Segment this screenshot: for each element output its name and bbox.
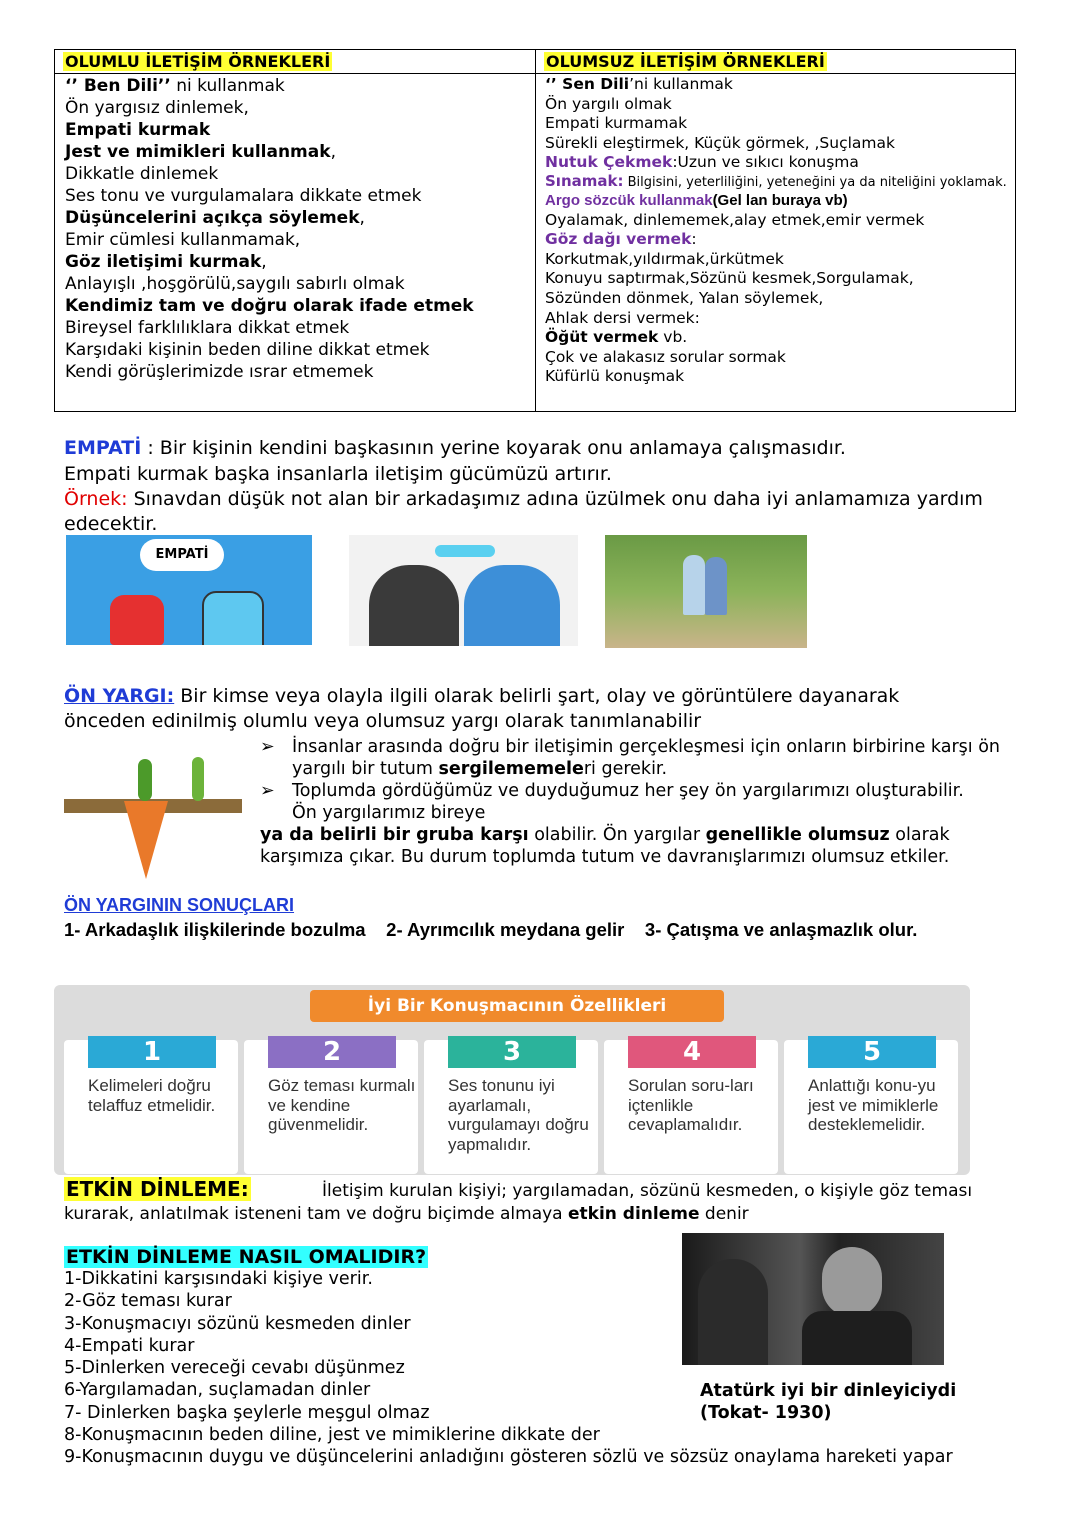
bullet-item: ➢ İnsanlar arasında doğru bir iletişimin gerçekleşmesi için onların birbirine karşı ön yargılı bir tutum sergilememeleri gerekir. xyxy=(260,737,1000,779)
empati-line2: Empati kurmak başka insanlarla iletişim gücümüzü artırır. xyxy=(64,463,612,485)
card-text: Göz teması kurmalı ve kendine güvenmelidir. xyxy=(268,1076,416,1134)
boy-right-icon xyxy=(705,557,727,615)
negative-list xyxy=(545,75,1007,387)
card-text: Ses tonunu iyi ayarlamalı, vurgulamayı doğru yapmalıdır. xyxy=(448,1076,589,1154)
list-item: Korkutmak,yıldırmak,ürkütmek xyxy=(545,249,784,268)
list-item: 7- Dinlerken başka şeylerle meşgul olmaz xyxy=(64,1402,430,1423)
list-item: Kendi görüşlerimizde ısrar etmemek xyxy=(65,362,374,382)
list-item: Empati kurmak xyxy=(65,120,211,140)
list-item: Çok ve alakasız sorular sormak xyxy=(545,347,786,366)
list-item: Ön yargısız dinlemek, xyxy=(65,98,249,118)
etkin-term: ETKİN DİNLEME: xyxy=(66,1177,249,1201)
sonuclar-title: ÖN YARGININ SONUÇLARI xyxy=(64,895,295,915)
onyargi-paragraph: ya da belirli bir gruba karşı olabilir. Ön yargılar genellikle olumsuz olarak karşımıza çıkar. Bu durum toplumda tutum ve davranışlarımızı olumsuz etkiler. xyxy=(260,825,950,867)
list-item: Oyalamak, dinlememek,alay etmek,emir vermek xyxy=(545,210,925,229)
negative-header: OLUMSUZ İLETİŞİM ÖRNEKLERİ xyxy=(546,52,825,71)
ataturk-photo xyxy=(682,1233,944,1365)
list-item: Argo sözcük kullanmak(Gel lan buraya vb) xyxy=(545,191,848,209)
list-item: Sözünden dönmek, Yalan söylemek, xyxy=(545,288,824,307)
listener-silhouette-icon xyxy=(698,1259,768,1365)
list-item: Konuyu saptırmak,Sözünü kesmek,Sorgulamak, xyxy=(545,269,914,288)
list-item: Göz iletişimi kurmak, xyxy=(65,252,267,272)
list-item: Ses tonu ve vurgulamalara dikkate etmek xyxy=(65,186,422,206)
list-item: Anlayışlı ,hoşgörülü,saygılı sabırlı olmak xyxy=(65,274,405,294)
blue-character-icon xyxy=(202,591,264,645)
bullet-item: ➢ Toplumda gördüğümüz ve duyduğumuz her şey ön yargılarımızı oluşturabilir. Ön yargılarımız bireye xyxy=(260,781,964,823)
photo-caption: Atatürk iyi bir dinleyiciydi (Tokat- 1930) xyxy=(700,1381,957,1423)
person-blue-icon xyxy=(464,565,560,646)
list-item: 4-Empati kurar xyxy=(64,1335,195,1356)
etkin-text-b: kurarak, anlatılmak isteneni tam ve doğru biçimde almaya etkin dinleme denir xyxy=(64,1204,749,1224)
empati-definition: EMPATİ : Bir kişinin kendini başkasının yerine koyarak onu anlamaya çalışmasıdır. xyxy=(64,437,846,459)
person-dark-icon xyxy=(369,565,459,646)
list-item: Kendimiz tam ve doğru olarak ifade etmek xyxy=(65,296,474,316)
empati-cartoon-image xyxy=(66,535,312,645)
list-item: Göz dağı vermek: xyxy=(545,230,697,249)
card-text: Anlattığı konu-yu jest ve mimiklerle desteklemelidir. xyxy=(808,1076,939,1134)
list-item: Empati kurmamak xyxy=(545,114,688,133)
card-number: 4 xyxy=(628,1036,756,1068)
arrow-bullet-icon: ➢ xyxy=(260,737,275,757)
list-item: 8-Konuşmacının beden diline, jest ve mimiklerine dikkate der xyxy=(64,1425,600,1446)
card-number: 2 xyxy=(268,1036,396,1068)
list-item: Sınamak: Bilgisini, yeterliliğini, yeteneğini ya da niteliğini yoklamak. xyxy=(545,171,1007,190)
red-character-icon xyxy=(110,595,164,645)
list-item: 2-Göz teması kurar xyxy=(64,1291,232,1312)
positive-list xyxy=(65,75,525,383)
coat-icon xyxy=(802,1311,912,1365)
list-item: 6-Yargılamadan, suçlamadan dinler xyxy=(64,1380,371,1401)
onyargi-bullets xyxy=(260,736,1020,868)
list-item: Ahlak dersi vermek: xyxy=(545,308,700,327)
carrot-root-icon xyxy=(124,801,168,879)
list-item: Dikkatle dinlemek xyxy=(65,164,219,184)
list-item: 5-Dinlerken vereceği cevabı düşünmez xyxy=(64,1358,405,1379)
list-item: Nutuk Çekmek:Uzun ve sıkıcı konuşma xyxy=(545,153,859,172)
list-item: ‘’ Ben Dili’’ ni kullanmak xyxy=(65,76,285,96)
onyargi-definition: ÖN YARGI: Bir kimse veya olayla ilgili olarak belirli şart, olay ve görüntülere dayanarak önceden edinilmiş olumlu veya olumsuz yargı olarak tanımlanabilir xyxy=(64,685,900,732)
boy-left-icon xyxy=(683,555,705,615)
card-text: Kelimeleri doğru telaffuz etmelidir. xyxy=(88,1076,216,1115)
card-number: 3 xyxy=(448,1036,576,1068)
list-item: Bireysel farklılıklara dikkat etmek xyxy=(65,318,350,338)
binoculars-icon xyxy=(435,545,495,557)
list-item: Sürekli eleştirmek, Küçük görmek, ,Suçlamak xyxy=(545,133,895,152)
card-number: 1 xyxy=(88,1036,216,1068)
card-text: Sorulan soru-ları içtenlikle cevaplamalıdır. xyxy=(628,1076,754,1134)
list-item: 1-Dikkatini karşısındaki kişiye verir. xyxy=(64,1269,373,1289)
carrot-leaves-icon xyxy=(192,757,204,801)
list-item: Jest ve mimikleri kullanmak, xyxy=(65,142,336,162)
list-item: 3-Konuşmacıyı sözünü kesmeden dinler xyxy=(64,1313,411,1334)
etkin-text-a: İletişim kurulan kişiyi; yargılamadan, sözünü kesmeden, o kişiyle göz teması xyxy=(322,1181,973,1201)
table-column-divider xyxy=(535,50,536,411)
communication-comparison-table xyxy=(54,49,1016,412)
card-number: 5 xyxy=(808,1036,936,1068)
nasil-title: ETKİN DİNLEME NASIL OMALIDIR? xyxy=(66,1246,427,1268)
binoculars-image xyxy=(349,535,578,646)
empati-example: Örnek: Sınavdan düşük not alan bir arkadaşımız adına üzülmek onu daha iyi anlamamıza yardım edecektir. xyxy=(64,488,983,535)
speaker-panel-title: İyi Bir Konuşmacının Özellikleri xyxy=(310,990,724,1022)
sonuclar-items: 1- Arkadaşlık ilişkilerinde bozulma 2- Ayrımcılık meydana gelir 3- Çatışma ve anlaşmazlık olur. xyxy=(64,919,918,940)
friends-walking-image xyxy=(605,535,807,648)
list-item: Düşüncelerini açıkça söylemek, xyxy=(65,208,365,228)
list-item: ‘’ Sen Dili’ni kullanmak xyxy=(545,75,733,93)
list-item: Öğüt vermek vb. xyxy=(545,328,688,347)
speech-bubble: EMPATİ xyxy=(140,539,224,571)
carrot-leaves-icon xyxy=(138,759,152,801)
list-item: Emir cümlesi kullanmamak, xyxy=(65,230,301,250)
list-item: Ön yargılı olmak xyxy=(545,94,672,113)
list-item: Küfürlü konuşmak xyxy=(545,367,685,386)
list-item: 9-Konuşmacının duygu ve düşüncelerini anladığını gösteren sözlü ve sözsüz onaylama hareketi yapar xyxy=(64,1447,953,1468)
ataturk-face-icon xyxy=(822,1247,882,1317)
positive-header: OLUMLU İLETİŞİM ÖRNEKLERİ xyxy=(65,52,331,71)
carrot-image xyxy=(64,755,242,881)
list-item: Karşıdaki kişinin beden diline dikkat etmek xyxy=(65,340,430,360)
arrow-bullet-icon: ➢ xyxy=(260,781,275,801)
